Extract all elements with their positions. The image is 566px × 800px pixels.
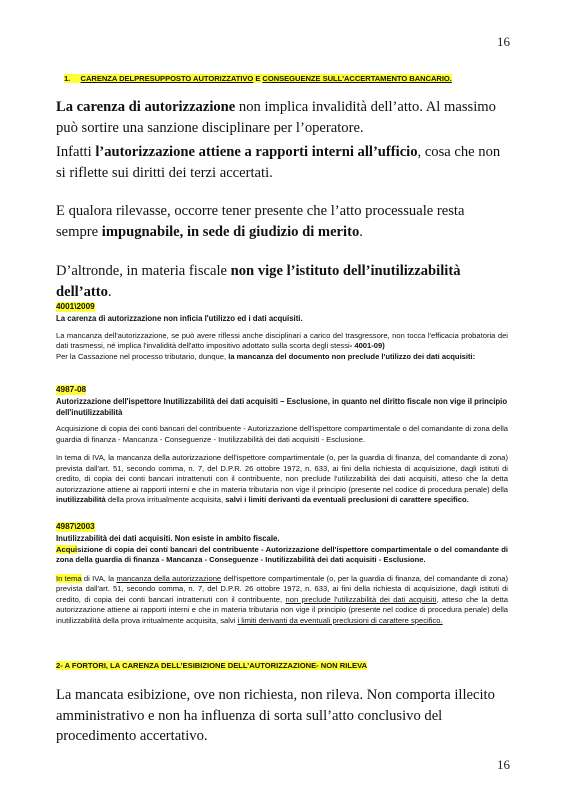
case-4987-2003 <box>56 516 508 626</box>
case-subtitle: La carenza di autorizzazione non inficia l'utilizzo ed i dati acquisiti. <box>56 314 303 323</box>
section-heading-1 <box>64 74 452 83</box>
case-text-2-body: In tema di IVA, la mancanza della autorizzazione dell'ispettore compartimentale (o, per la guardia di finanza, del comandante di zona) prevista dall'art. 51, secondo comma, n. 7, del D.P.R. 26 ottobre 1972, n. 633, ai fini della richiesta di acquisizione, dagli istituti di credito, di copia dei conti bancari intrattenuti con il contribuente, non preclude l'utilizzabilità dei dati acquisiti, atteso che la detta autorizzazione attiene ai rapporti interni e che in materia tributaria non vige il principio (presente nel codice di procedura penale) della <box>56 453 508 494</box>
case-tag: 4987-08 <box>56 385 87 394</box>
case-text-2 <box>56 574 508 627</box>
intro-p3-bold: impugnabile, in sede di giudizio di merito <box>101 223 360 240</box>
intro-p1-bold: La carenza di autorizzazione <box>56 99 236 115</box>
case-text-2-mid: della prova irritualmente acquisita, <box>105 495 226 504</box>
case-text-1-body: La mancanza dell'autorizzazione, se può avere riflessi anche disciplinari a carico del trasgressore, non tocca l'efficacia probatoria dei dati trasmessi, né implica l'invalidità dell'atto impositivo adottato sulla scorta degli stessi <box>56 330 508 350</box>
case-text-2-c: , atteso che la detta autorizzazione attiene ai rapporti interni e che in materia tributaria non vige il principio (presente nel codice di procedura penale) della inutilizzabilità della prova irritualmente acquisita, salvi <box>56 594 508 625</box>
case-text-1 <box>56 331 508 352</box>
case-tag: 4987\2003 <box>56 522 95 531</box>
case-text-2-underline-2: non preclude l'utilizzabilità dei dati acquisiti <box>285 594 437 604</box>
case-text-2-b: dell'ispettore compartimentale (o, per la guardia di finanza, del comandante di zona) prevista dall'art. 51, secondo comma, n. 7, del D.P.R. 26 ottobre 1972, n. 633, ai fini della richiesta di acquisizione, dagli istituti di credito, di copia dei conti bancari intrattenuti con il contribuente, <box>56 573 508 604</box>
intro-p1-rest: non implica invalidità dell’atto. Al massimo può sortire una sanzione disciplinare per l’operatore. <box>56 99 496 136</box>
case-text-2 <box>56 352 508 363</box>
heading-number: 1. <box>64 74 71 83</box>
case-text-1-bold: - 4001-09) <box>349 341 385 350</box>
case-subtitle: Autorizzazione dell'ispettore Inutilizzabilità dei dati acquisiti – Esclusione, in quanto nel diritto fiscale non vige il principio dell'inutilizzabilità <box>56 397 508 417</box>
intro-paragraph-3 <box>56 201 508 242</box>
closing-paragraph: La mancata esibizione, ove non richiesta, non rileva. Non comporta illecito amministrativo e non ha influenza di sorta sull’atto conclusivo del procedimento accertativo. <box>56 687 495 744</box>
intro-p2-bold: l’autorizzazione attiene a rapporti interni all’ufficio <box>95 144 418 160</box>
page-number-bottom: 16 <box>497 757 510 772</box>
intro-p4-pre: D’altronde, in materia fiscale <box>56 263 231 279</box>
case-text-1-body: sizione di copia dei conti bancari del contribuente - Autorizzazione dell'ispettore compartimentale o del comandante di zona della guardia di finanza - Mancanza - Conseguenze - Inutilizzabilità dei dati acquisiti - Esclusione. <box>56 544 508 564</box>
case-4987-08 <box>56 379 508 506</box>
case-text-1 <box>56 545 508 566</box>
section-heading-2 <box>56 661 367 670</box>
case-text-2-bold-2: salvi i limiti derivanti da eventuali preclusioni di carattere specifico. <box>225 495 469 504</box>
case-4001-2009 <box>56 296 508 362</box>
intro-p3-post: . <box>359 223 363 240</box>
case-text-2-bold-1: inutilizzabilità <box>56 495 106 504</box>
case-text-2-underline-3: i limiti derivanti da eventuali preclusioni di carattere specifico. <box>237 615 443 625</box>
case-text-2-pre: Per la Cassazione nel processo tributario, dunque, <box>56 351 229 361</box>
intro-p4-bold: non vige l’istituto dell’inutilizzabilità dell’atto <box>56 263 461 300</box>
case-text-2-bold: la mancanza del documento non preclude l'utilizzo dei dati acquisiti: <box>228 351 476 361</box>
case-subtitle: Inutilizzabilità dei dati acquisiti. Non esiste in ambito fiscale. <box>56 534 280 543</box>
case-text-2 <box>56 453 508 506</box>
case-text-2-underline-1: mancanza della autorizzazione <box>116 573 222 583</box>
intro-paragraph-2 <box>56 142 508 183</box>
intro-p3-pre: E qualora rilevasse, occorre tener presente che l’atto processuale resta sempre <box>56 203 465 240</box>
case-tag: 4001\2009 <box>56 302 95 311</box>
intro-p2-pre: Infatti <box>56 144 96 160</box>
case-text-1: Acquisizione di copia dei conti bancari del contribuente - Autorizzazione dell'ispettore compartimentale o del comandante di zona della guardia di finanza - Mancanza - Conseguenze - Inutilizzabilità dei dati acquisiti - Esclusione. <box>56 424 508 444</box>
case-text-2-a: di IVA, la <box>81 573 117 583</box>
intro-paragraph-1 <box>56 97 508 138</box>
case-text-1-highlight: Acqui <box>56 544 78 554</box>
heading-part-b: E <box>253 74 263 83</box>
case-text-2-highlight: In tema <box>56 573 82 583</box>
heading-part-a: CARENZA DELPRESUPPOSTO AUTORIZZATIVO <box>80 74 254 83</box>
intro-p2-rest: , cosa che non si riflette sui diritti dei terzi accertati. <box>56 144 501 181</box>
intro-p4-post: . <box>107 283 112 300</box>
page-number-top: 16 <box>497 34 510 49</box>
section-heading-2-text: 2- A FORTORI, LA CARENZA DELL’ESIBIZIONE DELL’AUTORIZZAZIONE- NON RILEVA <box>56 661 368 670</box>
heading-part-c: CONSEGUENZE SULL'ACCERTAMENTO BANCARIO. <box>262 74 452 83</box>
